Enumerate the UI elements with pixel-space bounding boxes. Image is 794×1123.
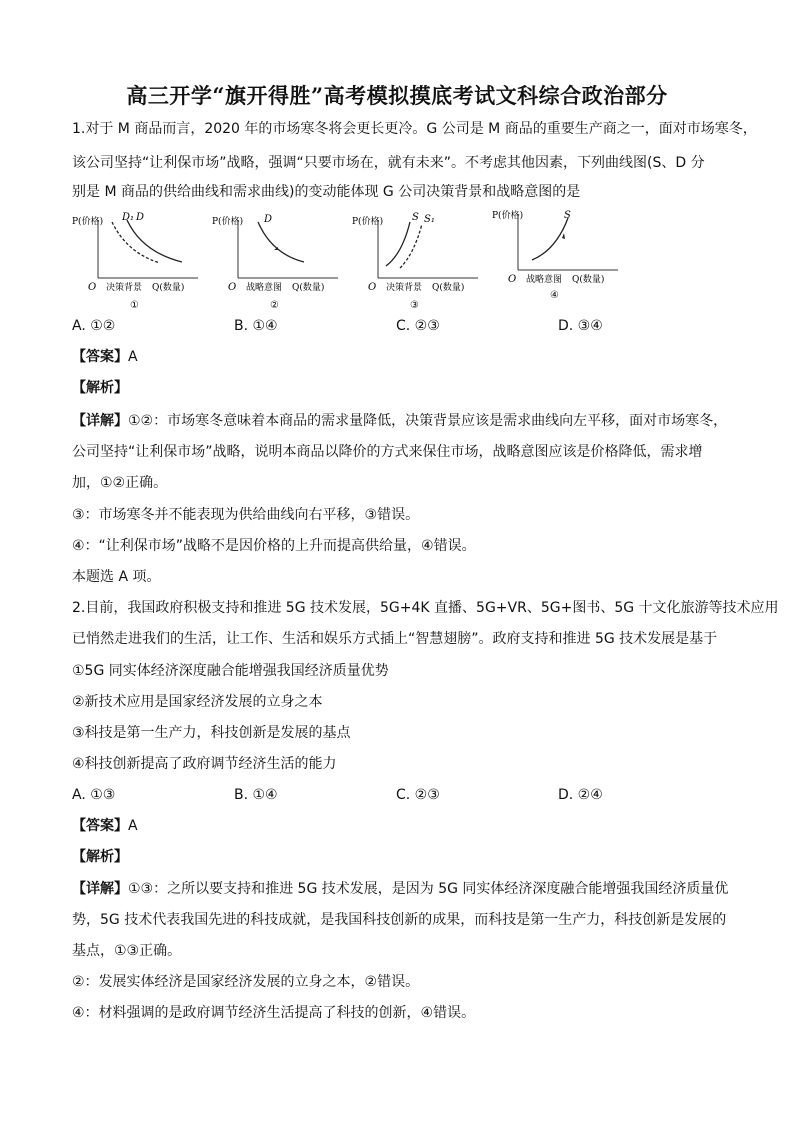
q2-analysis-tag: 【解析】 <box>72 849 128 865</box>
q1-note-4: ④：“让利保市场”战略不是因价格的上升而提高供给量，④错误。 <box>72 538 476 554</box>
graph-1 <box>72 208 202 316</box>
graph-2-number: ② <box>270 300 279 311</box>
q2-stem-line-2: 已悄然走进我们的生活，让工作、生活和娱乐方式插上“智慧翅膀”。政府支持和推进 5G 技术发展是基于 <box>72 631 718 647</box>
graph-1-curve-d1 <box>112 222 160 263</box>
q1-note-3: ③：市场寒冬并不能表现为供给曲线向右平移，③错误。 <box>72 507 420 523</box>
q1-detail-line-1: 【详解】①②：市场寒冬意味着本商品的需求量降低，决策背景应该是需求曲线向左平移，面对市场寒冬， <box>72 413 728 429</box>
graph-3-origin: O <box>368 282 377 293</box>
q2-item-1: ①5G 同实体经济深度融合能增强我国经济质量优势 <box>72 663 389 679</box>
q2-item-3: ③科技是第一生产力，科技创新是发展的基点 <box>72 725 351 741</box>
graph-3-curve-s1 <box>400 224 422 268</box>
graph-1-ylabel: P(价格) <box>72 217 104 227</box>
q2-note-2: ②：发展实体经济是国家经济发展的立身之本，②错误。 <box>72 974 420 990</box>
q2-answer-tag: 【答案】 <box>72 818 128 834</box>
q2-answer-value: A <box>128 818 138 834</box>
q2-item-4: ④科技创新提高了政府调节经济生活的能力 <box>72 756 337 772</box>
graph-4-ylabel: P(价格) <box>492 211 524 221</box>
graph-1-caption: 决策背景 <box>106 283 143 293</box>
graph-3-curve-label-1: S <box>412 212 419 223</box>
graph-1-xlabel: Q(数量) <box>152 283 185 293</box>
q1-stem-line-3: 别是 M 商品的供给曲线和需求曲线)的变动能体现 G 公司决策背景和战略意图的是 <box>72 184 581 200</box>
q2-item-2: ②新技术应用是国家经济发展的立身之本 <box>72 694 323 710</box>
q1-answer <box>72 347 138 367</box>
q1-detail-line-3: 加，①②正确。 <box>72 475 168 491</box>
graph-1-origin: O <box>88 282 97 293</box>
graph-2-caption: 战略意图 <box>246 283 283 293</box>
q1-curve-figures <box>72 208 672 318</box>
graph-3 <box>352 208 482 316</box>
q2-option-d: D. ②④ <box>558 787 603 803</box>
graph-4 <box>492 208 622 316</box>
q2-option-c: C. ②③ <box>396 787 440 803</box>
graph-1-curve-label-1: D₁ <box>122 212 135 223</box>
graph-4-arrow <box>562 233 565 239</box>
q1-detail-line-2: 公司坚持“让利保市场”战略，说明本商品以降价的方式来保住市场，战略意图应该是价格降低，需求增 <box>72 444 703 460</box>
graph-2-curve-label-1: D <box>264 214 273 225</box>
graph-4-xlabel: Q(数量) <box>572 275 605 285</box>
q1-detail-tag: 【详解】 <box>72 413 128 429</box>
q2-note-4: ④：材料强调的是政府调节经济生活提高了科技的创新，④错误。 <box>72 1005 476 1021</box>
q2-option-b: B. ①④ <box>234 787 278 803</box>
graph-4-curve-s <box>532 218 568 260</box>
q1-option-b: B. ①④ <box>234 318 278 334</box>
q2-options <box>72 785 732 805</box>
graph-2-ylabel: P(价格) <box>212 217 244 227</box>
graph-3-curve-label-2: S₁ <box>424 214 435 225</box>
q2-detail-tag: 【详解】 <box>72 881 128 897</box>
q1-stem-line-1: 1.对于 M 商品而言，2020 年的市场寒冬将会更长更冷。G 公司是 M 商品的重要生产商之一，面对市场寒冬， <box>72 121 757 137</box>
q1-option-a: A. ①② <box>72 318 116 334</box>
q1-option-c: C. ②③ <box>396 318 440 334</box>
graph-4-origin: O <box>508 274 517 285</box>
q1-analysis-tag: 【解析】 <box>72 380 128 396</box>
graph-3-number: ③ <box>410 300 419 311</box>
graph-2-curve-d <box>258 222 304 262</box>
page-title: 高三开学“旗开得胜”高考模拟摸底考试文科综合政治部分 <box>126 83 668 108</box>
q2-detail-line-1: 【详解】①③：之所以要支持和推进 5G 技术发展，是因为 5G 同实体经济深度融合能增强我国经济质量优 <box>72 881 729 897</box>
q2-answer <box>72 816 138 836</box>
q2-detail-line-3: 基点，①③正确。 <box>72 943 182 959</box>
graph-4-caption: 战略意图 <box>526 275 563 285</box>
graph-1-curve-d <box>127 220 182 262</box>
q1-conclusion: 本题选 A 项。 <box>72 569 161 585</box>
graph-3-xlabel: Q(数量) <box>432 283 465 293</box>
q1-options <box>72 316 732 336</box>
graph-4-curve-label-1: S <box>564 210 571 221</box>
q2-option-a: A. ①③ <box>72 787 116 803</box>
graph-4-number: ④ <box>550 290 559 301</box>
q2-detail-line-2: 势，5G 技术代表我国先进的科技成就，是我国科技创新的成果，而科技是第一生产力，科技创新是发展的 <box>72 912 727 928</box>
graph-2-origin: O <box>228 282 237 293</box>
q1-option-d: D. ③④ <box>558 318 603 334</box>
graph-2-xlabel: Q(数量) <box>292 283 325 293</box>
graph-1-curve-label-2: D <box>136 212 145 223</box>
graph-1-number: ① <box>130 300 139 311</box>
q1-answer-tag: 【答案】 <box>72 349 128 365</box>
graph-2 <box>212 208 342 316</box>
q1-answer-value: A <box>128 349 138 365</box>
graph-3-caption: 决策背景 <box>386 283 423 293</box>
graph-3-ylabel: P(价格) <box>352 217 384 227</box>
q1-stem-line-2: 该公司坚持“让利保市场”战略，强调“只要市场在，就有未来”。不考虑其他因素，下列曲线图(S、D 分 <box>72 155 705 171</box>
q2-stem-line-1: 2.目前，我国政府积极支持和推进 5G 技术发展，5G+4K 直播、5G+VR、5G+图书、5G 十文化旅游等技术应用 <box>72 600 779 616</box>
